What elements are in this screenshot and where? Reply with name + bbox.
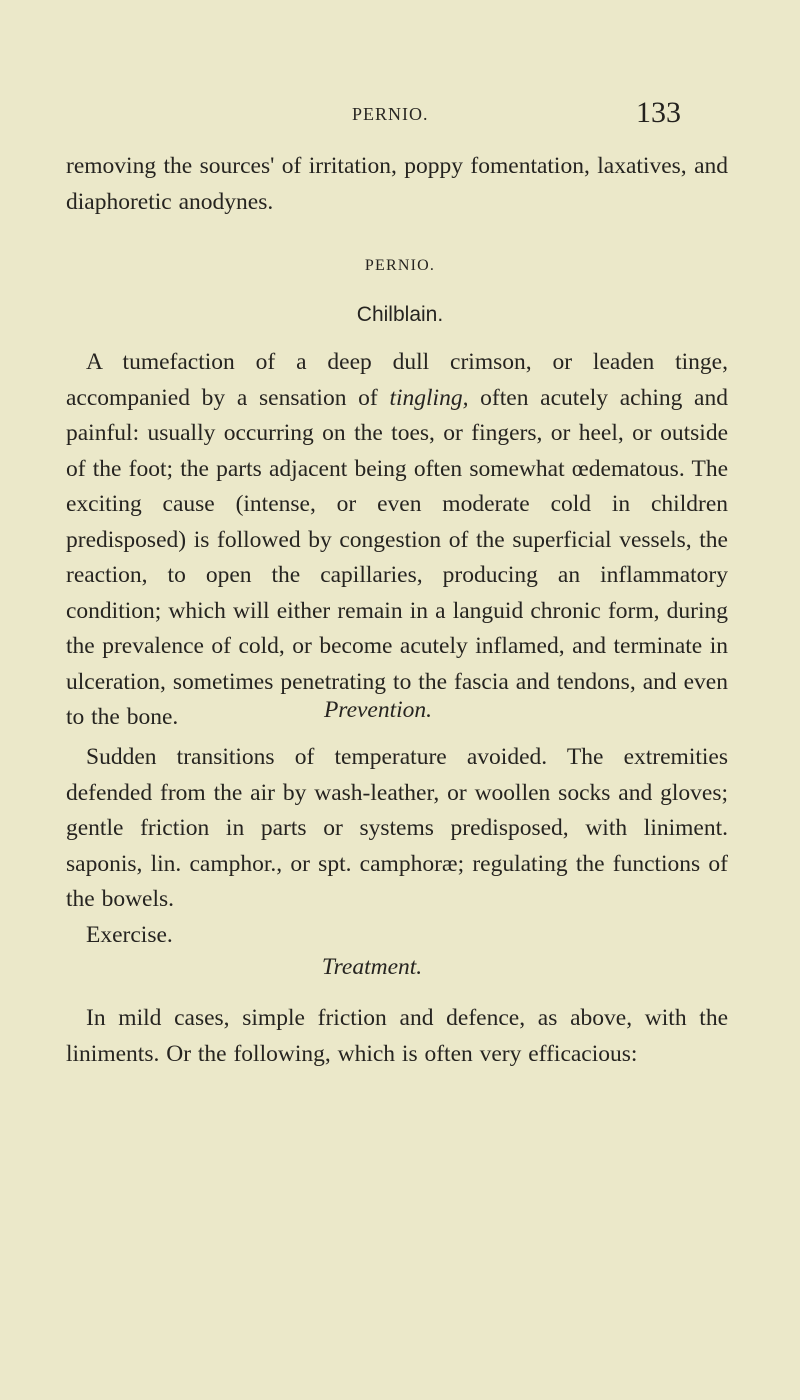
treatment-paragraph: In mild cases, simple friction and defence, as above, with the liniments. Or the following, which is often very efficacious: [66,1005,728,1067]
running-head [0,96,800,136]
prevention-block [66,740,728,953]
running-title: PERNIO. [352,104,429,124]
section-title: PERNIO. [364,257,436,274]
prevention-exercise: Exercise. [86,921,173,948]
description-italic-term: tingling, [389,384,469,411]
prevention-heading: Prevention. [323,697,433,723]
description-text-end: often acutely aching and painful: usually occurring on the toes, or fingers, or heel, or outside of the foot; the parts adjacent being often somewhat œdematous. The exciting cause (intense, or even moderate cold in children predisposed) is followed by congestion of the superficial vessels, the reaction, to open the capillaries, producing an inflammatory condition; which will either remain in a languid chronic form, during the prevalence of cold, or become acutely inflamed, and terminate in ulceration, sometimes penetrating to the fascia and tendons, and even to the bone. [66,384,728,730]
section-subtitle: Chilblain. [356,303,444,326]
page-number: 133 [636,96,681,129]
prevention-paragraph: Sudden transitions of temperature avoided. The extremities defended from the air by wash-leather, or woollen socks and gloves; gentle friction in parts or systems predisposed, with liniment. saponis, lin. camphor., or spt. camphoræ; regulating the functions of the bowels. [66,744,728,912]
continuation-paragraph: removing the sources' of irritation, poppy fomentation, laxatives, and diaphoretic anodynes. [66,153,728,215]
treatment-heading: Treatment. [321,954,423,980]
description-paragraph [66,345,728,736]
description-text-start: A tumefaction of a deep dull crimson, or leaden tinge, accompanied by a sensation of [66,349,728,411]
